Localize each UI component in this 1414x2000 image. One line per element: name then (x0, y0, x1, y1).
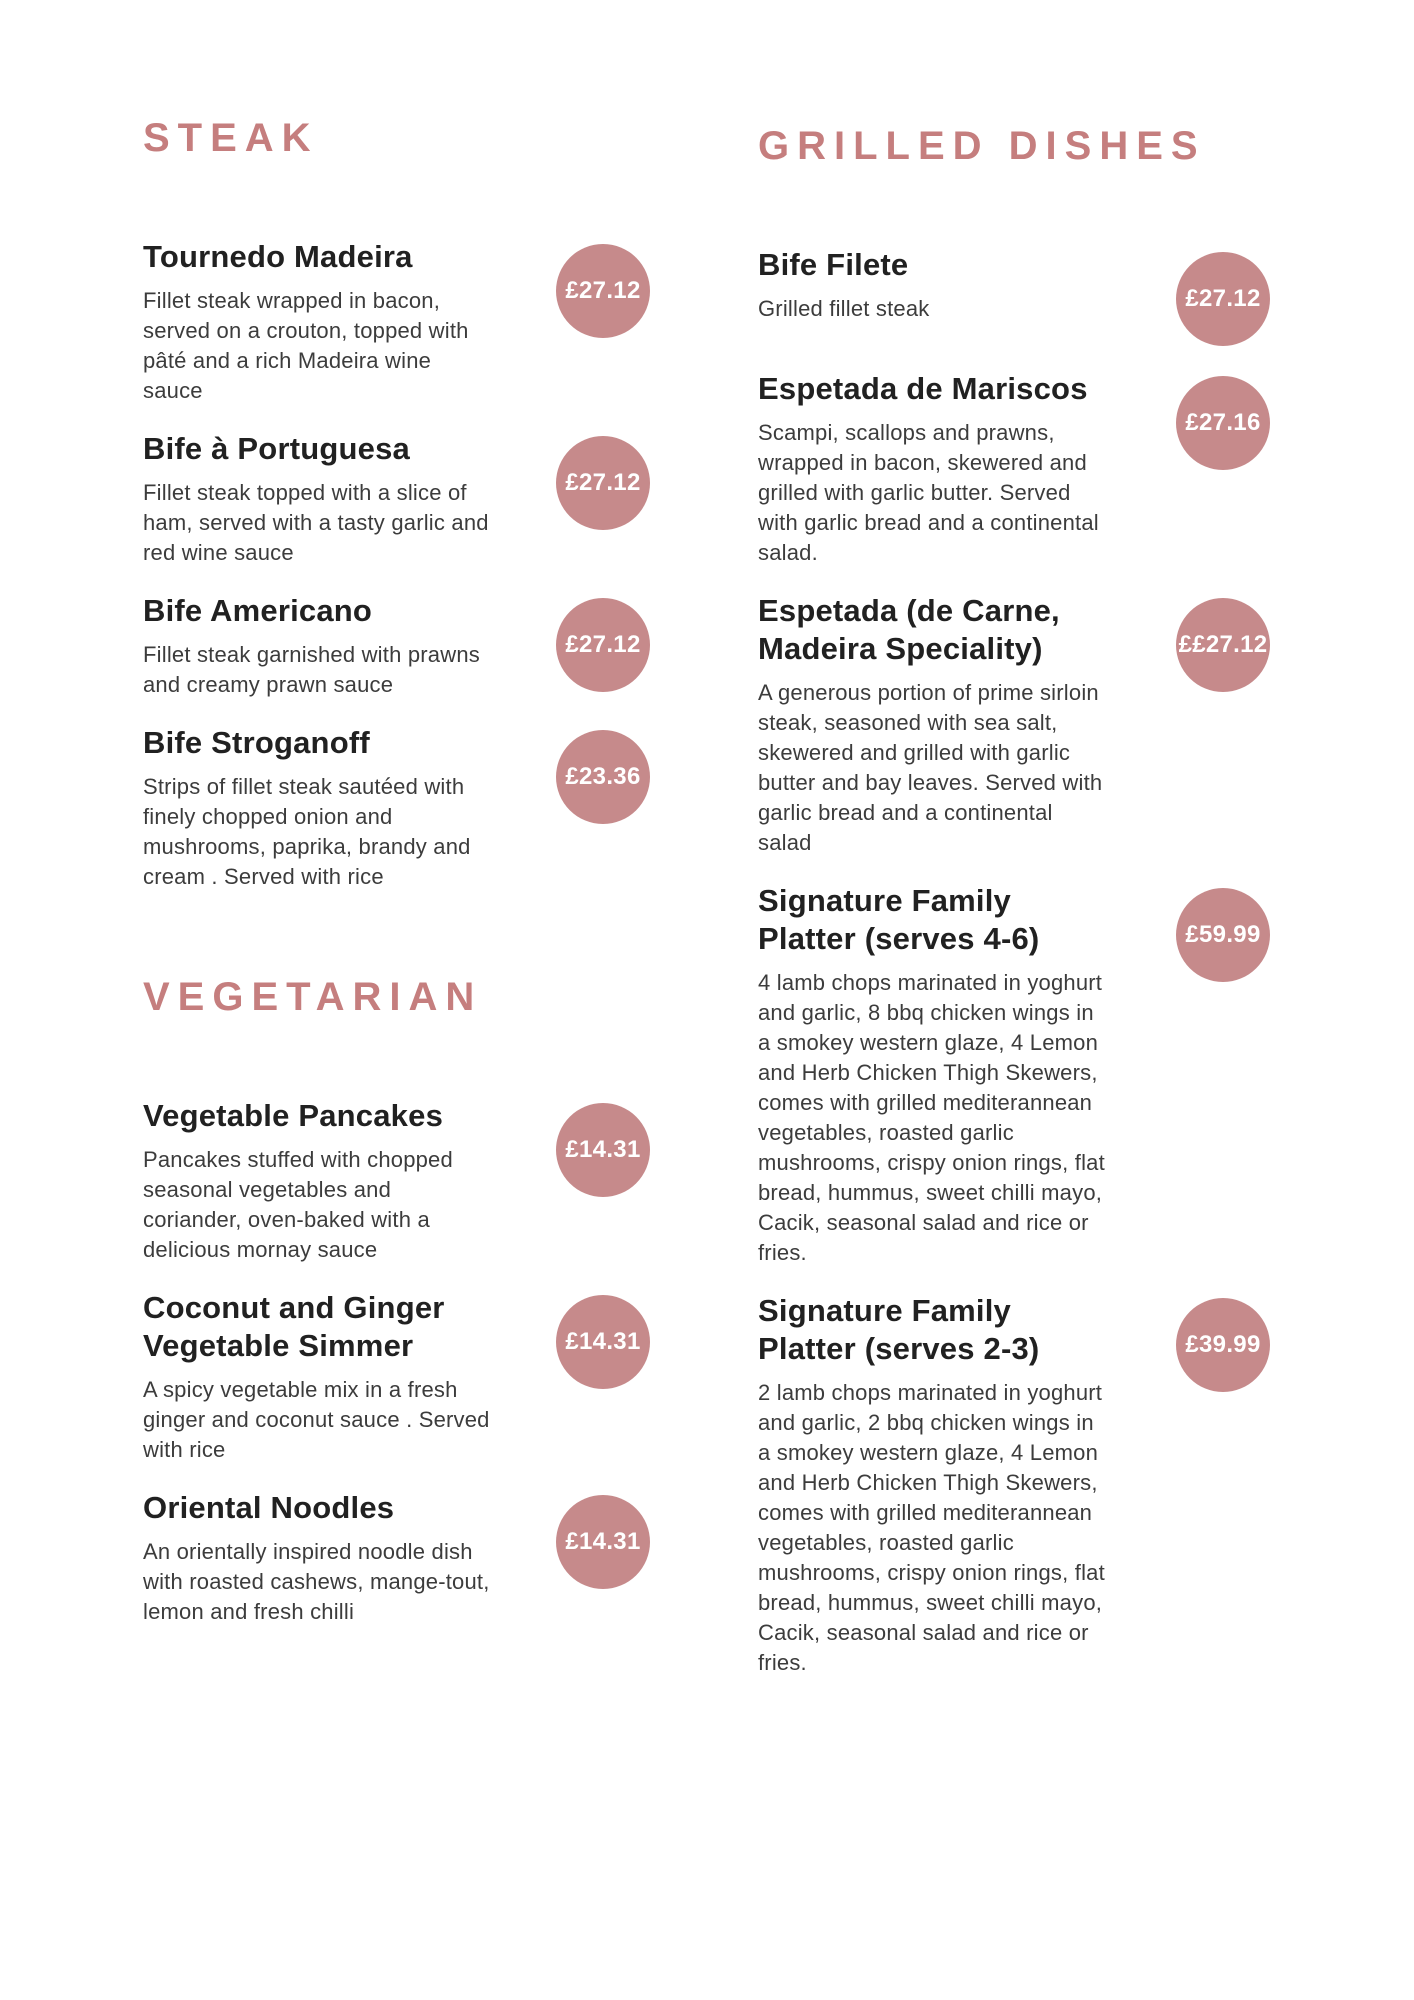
dish-description: Scampi, scallops and prawns, wrapped in bacon, skewered and grilled with garlic butter. Served with garlic bread and a continental salad. (758, 420, 1099, 565)
price-label: £14.31 (565, 1328, 641, 1355)
price-label: ££27.12 (1178, 631, 1268, 658)
dish-description: Grilled fillet steak (758, 296, 930, 321)
dish-name: Signature Family Platter (serves 4-6) (758, 883, 1040, 956)
price-badge (1176, 1298, 1270, 1392)
dish-name: Signature Family Platter (serves 2-3) (758, 1293, 1040, 1366)
menu-item (758, 246, 1270, 346)
dish-name: Bife Filete (758, 247, 909, 282)
price-badge (556, 1295, 650, 1389)
dish-name: Oriental Noodles (143, 1490, 395, 1525)
dish-description: 2 lamb chops marinated in yoghurt and garlic, 2 bbq chicken wings in a smokey western glaze, 4 Lemon and Herb Chicken Thigh Skewers, comes with grilled mediterannean vegetables, roasted garlic mushrooms, crispy onion rings, flat bread, hummus, sweet chilli mayo, Cacik, seasonal salad and rice or fries. (758, 1380, 1105, 1675)
menu-item (143, 592, 650, 700)
price-badge (556, 730, 650, 824)
menu-column-right (758, 126, 1270, 1702)
menu-item (143, 238, 650, 406)
menu-section (143, 977, 650, 1627)
menu-section (758, 126, 1270, 1678)
dish-name: Tournedo Madeira (143, 239, 413, 274)
price-badge (556, 1495, 650, 1589)
dish-description: Strips of fillet steak sautéed with finely chopped onion and mushrooms, paprika, brandy and cream . Served with rice (143, 774, 471, 889)
menu-item (143, 430, 650, 568)
price-label: £27.12 (1185, 285, 1261, 312)
price-badge (1176, 888, 1270, 982)
section-items (758, 246, 1270, 1678)
price-label: £14.31 (565, 1136, 641, 1163)
menu-item-text (758, 592, 1110, 858)
section-title: STEAK (143, 116, 319, 160)
menu-column-left (143, 118, 650, 1651)
price-label: £27.12 (565, 469, 641, 496)
dish-description: An orientally inspired noodle dish with roasted cashews, mange-tout, lemon and fresh chilli (143, 1539, 490, 1624)
dish-description: Fillet steak topped with a slice of ham, served with a tasty garlic and red wine sauce (143, 480, 489, 565)
price-label: £39.99 (1185, 1331, 1261, 1358)
dish-description: Fillet steak wrapped in bacon, served on a crouton, topped with pâté and a rich Madeira wine sauce (143, 288, 469, 403)
dish-name: Espetada (de Carne, Madeira Speciality) (758, 593, 1060, 666)
menu-item (143, 724, 650, 892)
menu-item-text (143, 1289, 495, 1465)
menu-item-text (143, 238, 495, 406)
price-badge (556, 436, 650, 530)
menu-item (143, 1289, 650, 1465)
menu-item (758, 592, 1270, 858)
price-badge (1176, 598, 1270, 692)
menu-item-text (758, 1292, 1110, 1678)
menu-item-text (758, 370, 1110, 568)
dish-name: Bife Stroganoff (143, 725, 370, 760)
price-badge (556, 1103, 650, 1197)
dish-description: A generous portion of prime sirloin steak, seasoned with sea salt, skewered and grilled with garlic butter and bay leaves. Served with garlic bread and a continental salad (758, 680, 1103, 855)
dish-name: Espetada de Mariscos (758, 371, 1088, 406)
menu-item-text (758, 882, 1110, 1268)
section-title: VEGETARIAN (143, 975, 483, 1019)
price-badge (1176, 252, 1270, 346)
dish-name: Bife à Portuguesa (143, 431, 410, 466)
menu-item-text (143, 724, 495, 892)
price-label: £23.36 (565, 763, 641, 790)
dish-description: Pancakes stuffed with chopped seasonal vegetables and coriander, oven-baked with a delicious mornay sauce (143, 1147, 453, 1262)
menu-item-text (143, 1489, 495, 1627)
menu-section (143, 118, 650, 892)
price-label: £27.12 (565, 631, 641, 658)
dish-name: Vegetable Pancakes (143, 1098, 444, 1133)
menu-item (758, 882, 1270, 1268)
price-badge (556, 598, 650, 692)
section-title: GRILLED DISHES (758, 124, 1206, 168)
menu-item (143, 1489, 650, 1627)
price-label: £27.12 (565, 277, 641, 304)
price-badge (1176, 376, 1270, 470)
dish-name: Bife Americano (143, 593, 373, 628)
menu-item-text (143, 430, 495, 568)
menu-item (758, 370, 1270, 568)
menu-item-text (758, 246, 1110, 324)
dish-description: A spicy vegetable mix in a fresh ginger and coconut sauce . Served with rice (143, 1377, 490, 1462)
dish-description: Fillet steak garnished with prawns and creamy prawn sauce (143, 642, 480, 697)
dish-description: 4 lamb chops marinated in yoghurt and garlic, 8 bbq chicken wings in a smokey western glaze, 4 Lemon and Herb Chicken Thigh Skewers, comes with grilled mediterannean vegetables, roasted garlic mushrooms, crispy onion rings, flat bread, hummus, sweet chilli mayo, Cacik, seasonal salad and rice or fries. (758, 970, 1105, 1265)
menu-item (143, 1097, 650, 1265)
section-items (143, 238, 650, 892)
price-label: £27.16 (1185, 409, 1261, 436)
price-label: £59.99 (1185, 921, 1261, 948)
price-badge (556, 244, 650, 338)
price-label: £14.31 (565, 1528, 641, 1555)
menu-item-text (143, 592, 495, 700)
section-items (143, 1097, 650, 1627)
menu-item (758, 1292, 1270, 1678)
dish-name: Coconut and Ginger Vegetable Simmer (143, 1290, 445, 1363)
menu-item-text (143, 1097, 495, 1265)
